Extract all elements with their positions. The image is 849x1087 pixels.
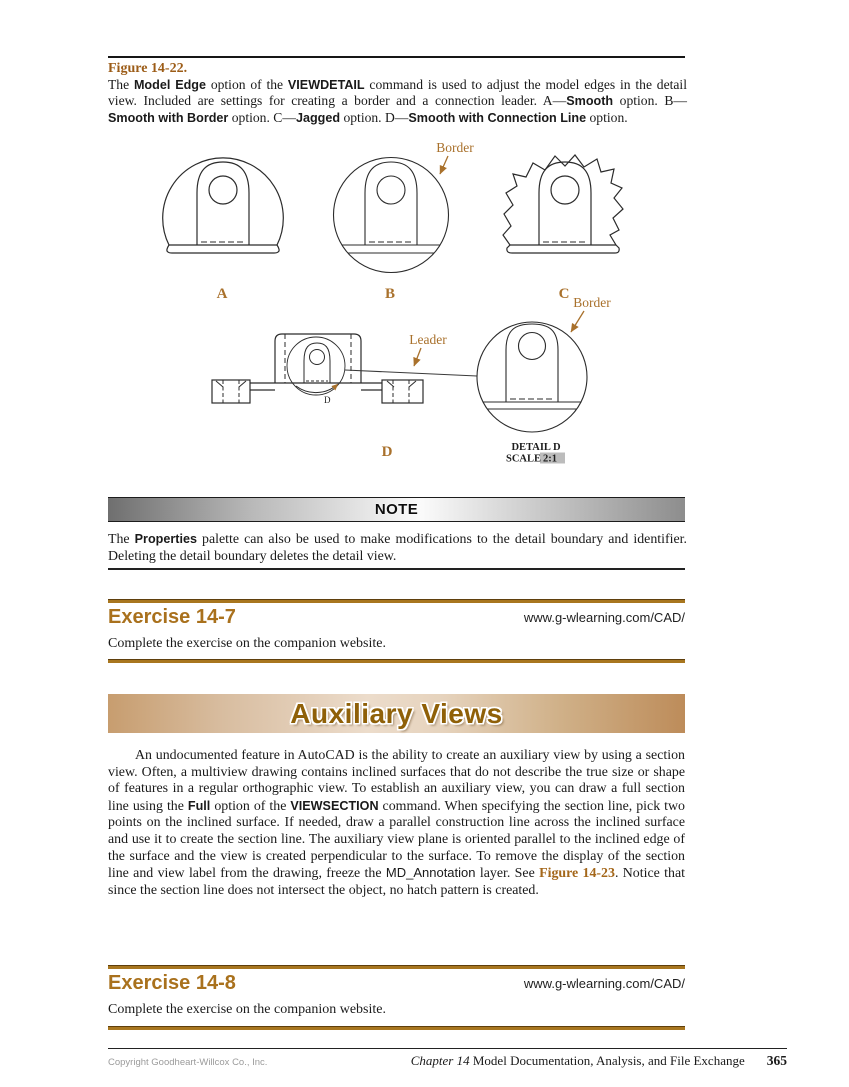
border-top-arrow: [440, 156, 448, 174]
detail-view-title: DETAIL D: [511, 442, 561, 453]
note-term: Properties: [134, 532, 197, 546]
note-title: NOTE: [374, 501, 419, 518]
exercise2-bottom-rule: [108, 1026, 685, 1030]
label-d: D: [381, 444, 393, 460]
detail-view-a: [163, 158, 284, 253]
note-bar: [108, 497, 685, 522]
footer-chapter-title: Model Documentation, Analysis, and File Exchange: [469, 1053, 745, 1068]
para-text: An undocumented feature in AutoCAD is the ability to create an auxiliary view by using a section view. Often, a multiview drawing contains inclined surfaces that do not describe the true size or shape of features in a regular orthographic view. To establish an auxiliary view, you can draw a full section line using the: [108, 748, 685, 814]
note-text: [108, 531, 687, 565]
body-paragraph: [108, 748, 685, 899]
caption-text: command is used to adjust the model edges in the detail view. Included are settings for creating a border and a connection leader. A—: [108, 77, 687, 109]
para-text: option of the: [210, 798, 291, 814]
para-text: command. When specifying the section line, pick two points on the inclined surface. If needed, draw a parallel construction line across the inclined surface and use it to create the section line. The auxiliary view plane is oriented parallel to the inclined edge of the surface and the view is created perpendicular to the surface. To remove the display of the section line and view label from the drawing, freeze the: [108, 798, 685, 882]
detail-view-d: [477, 322, 587, 432]
caption-text: option.: [586, 109, 628, 125]
footer-rule: [108, 1048, 787, 1049]
caption-text: option of the: [206, 77, 288, 92]
exercise2-title: Exercise 14-8: [108, 972, 236, 994]
caption-term: Smooth with Border: [108, 110, 229, 125]
exercise2-header: [108, 972, 685, 995]
note-text-seg: The: [108, 532, 135, 547]
figure-label: Figure 14-22.: [108, 61, 188, 76]
caption-term: Model Edge: [133, 78, 207, 92]
leader-arrow: [414, 348, 421, 366]
footer-chapter: [411, 1053, 787, 1069]
footer-copyright: Copyright Goodheart-Willcox Co., Inc.: [108, 1057, 268, 1068]
scale-value: 2:1: [543, 453, 557, 465]
label-c: C: [558, 286, 570, 302]
exercise1-top-rule: [108, 599, 685, 603]
label-a: A: [216, 286, 228, 302]
border-top-label: Border: [436, 140, 474, 155]
exercise2-body: Complete the exercise on the companion website.: [108, 1002, 386, 1017]
para-text: . Notice that since the section line does not intersect the object, no hatch pattern is created.: [108, 866, 685, 898]
caption-text: option. D—: [340, 109, 409, 125]
figure-14-22-drawing: [108, 138, 687, 480]
para-term: Full: [187, 798, 211, 813]
figure-reference: Figure 14-23: [539, 866, 615, 882]
footer: [108, 1053, 787, 1069]
note-bottom-rule: [108, 568, 685, 570]
detail-view-c: [503, 155, 623, 253]
note-text-seg: palette can also be used to make modifications to the detail boundary and identifier. Deleting the detail boundary deletes the detail view.: [108, 532, 687, 564]
caption-term: Smooth: [566, 94, 614, 109]
caption-term: Smooth with Connection Line: [408, 110, 587, 125]
para-term: VIEWSECTION: [290, 798, 379, 813]
leader-label: Leader: [409, 332, 447, 347]
exercise2-top-rule: [108, 965, 685, 969]
caption-term: Jagged: [295, 110, 341, 125]
caption-text: The: [108, 77, 134, 92]
exercise1-title: Exercise 14-7: [108, 606, 236, 628]
caption-text: option. B—: [613, 93, 687, 109]
detail-callout-letter: D: [324, 395, 331, 405]
detail-view-b: [334, 158, 449, 273]
figure-caption: [108, 77, 687, 126]
footer-page-number: 365: [766, 1053, 787, 1068]
exercise1-url: www.g-wlearning.com/CAD/: [523, 610, 685, 625]
connection-leader-line: [345, 370, 477, 376]
label-b: B: [384, 286, 396, 302]
section-banner: [108, 694, 685, 733]
exercise1-bottom-rule: [108, 659, 685, 663]
caption-text: option. C—: [228, 109, 296, 125]
border-bottom-label: Border: [573, 295, 611, 310]
section-title: Auxiliary Views: [290, 697, 503, 729]
exercise1-body: Complete the exercise on the companion website.: [108, 636, 386, 651]
para-term: MD_Annotation: [385, 865, 476, 881]
footer-chapter-label: Chapter 14: [410, 1053, 470, 1068]
para-text: layer. See: [475, 866, 540, 882]
exercise2-url: www.g-wlearning.com/CAD/: [523, 976, 685, 991]
top-rule: [108, 56, 685, 58]
scale-word: SCALE: [506, 453, 542, 465]
caption-term: VIEWDETAIL: [287, 78, 365, 92]
border-bottom-arrow: [571, 311, 584, 332]
figure-caption-block: [108, 61, 687, 126]
exercise1-header: [108, 606, 685, 629]
